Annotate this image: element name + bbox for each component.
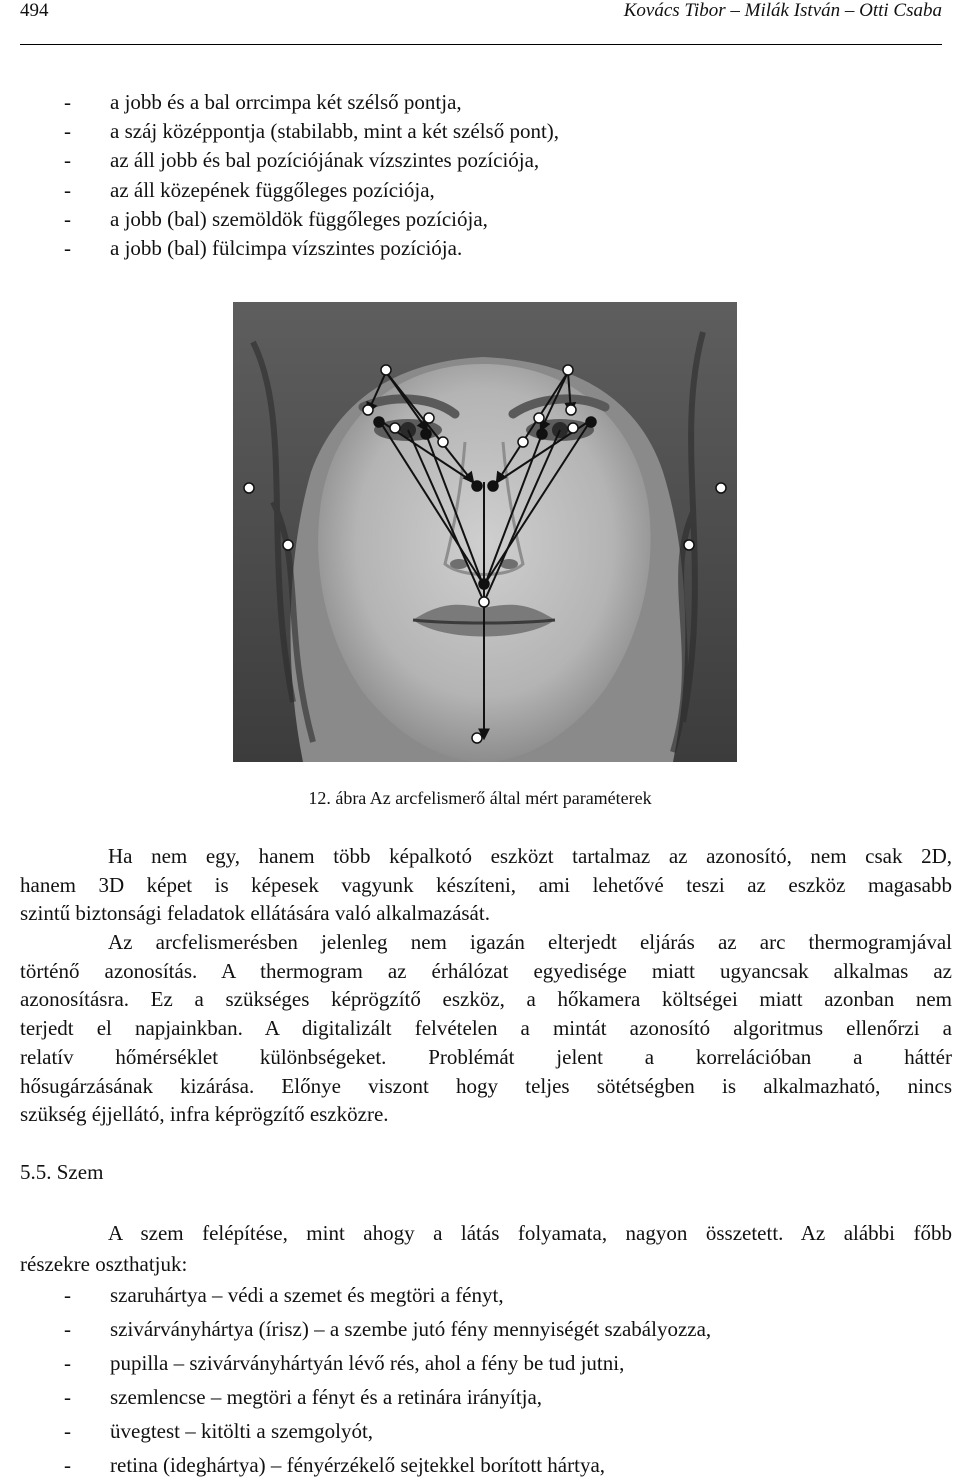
landmark-point bbox=[563, 365, 573, 375]
landmark-point bbox=[716, 483, 726, 493]
landmark-point bbox=[534, 413, 544, 423]
paragraph-3d-imaging: Ha nem egy, hanem több képalkotó eszközt tartalmaz az azonosító, nem csak 2D, hanem 3D képet is képesek vagyunk készíteni, ami lehetővé teszi az eszköz magasabb szintű biztonsági feladatok ellátására való alkalmazását. bbox=[20, 844, 952, 926]
landmark-point bbox=[363, 405, 373, 415]
landmark-point bbox=[566, 405, 576, 415]
figure-caption: 12. ábra Az arcfelismerő által mért paraméterek bbox=[308, 788, 652, 808]
landmark-point bbox=[421, 429, 431, 439]
paragraph-thermogram: Az arcfelismerésben jelenleg nem igazán elterjedt eljárás az arc thermogramjával történő azonosítás. A thermogram az érhálózat egyedisége miatt ugyancsak alkalmas az azonosításra. Ez a szükséges képrögzítő eszköz, a hőkamera költségei miatt azonban nem terjedt el napjainkban. A digitalizált felvételen a mintát azonosító algoritmus ellenőrzi a relatív hőmérséklet különbségeket. Problémát jelent a korrelációban a háttér hősugárzásának kizárása. Előnye viszont hogy teljes sötétségben is alkalmazható, nincs szükség éjjellátó, infra képrögzítő eszközre. bbox=[20, 930, 952, 1127]
landmark-point bbox=[518, 437, 528, 447]
landmark-point bbox=[424, 413, 434, 423]
running-header bbox=[20, 0, 942, 45]
header-authors: Kovács Tibor – Milák István – Otti Csaba bbox=[623, 0, 942, 21]
landmark-point bbox=[374, 417, 384, 427]
landmark-point bbox=[479, 597, 489, 607]
landmark-point bbox=[438, 437, 448, 447]
landmark-point bbox=[381, 365, 391, 375]
landmark-point bbox=[537, 429, 547, 439]
landmark-point bbox=[684, 540, 694, 550]
landmark-point bbox=[472, 733, 482, 743]
section-heading: 5.5. Szem bbox=[20, 1160, 104, 1184]
paragraph-eye-intro: A szem felépítése, mint ahogy a látás folyamata, nagyon összetett. Az alábbi főbb részekre oszthatjuk: bbox=[20, 1221, 952, 1276]
face-recognition-figure bbox=[233, 302, 737, 762]
landmark-point bbox=[244, 483, 254, 493]
landmark-point bbox=[479, 579, 489, 589]
landmark-point bbox=[390, 423, 400, 433]
landmark-point bbox=[283, 540, 293, 550]
landmark-point bbox=[472, 481, 482, 491]
page-number: 494 bbox=[20, 0, 49, 21]
landmark-point bbox=[568, 423, 578, 433]
landmark-point bbox=[488, 481, 498, 491]
landmark-point bbox=[586, 417, 596, 427]
